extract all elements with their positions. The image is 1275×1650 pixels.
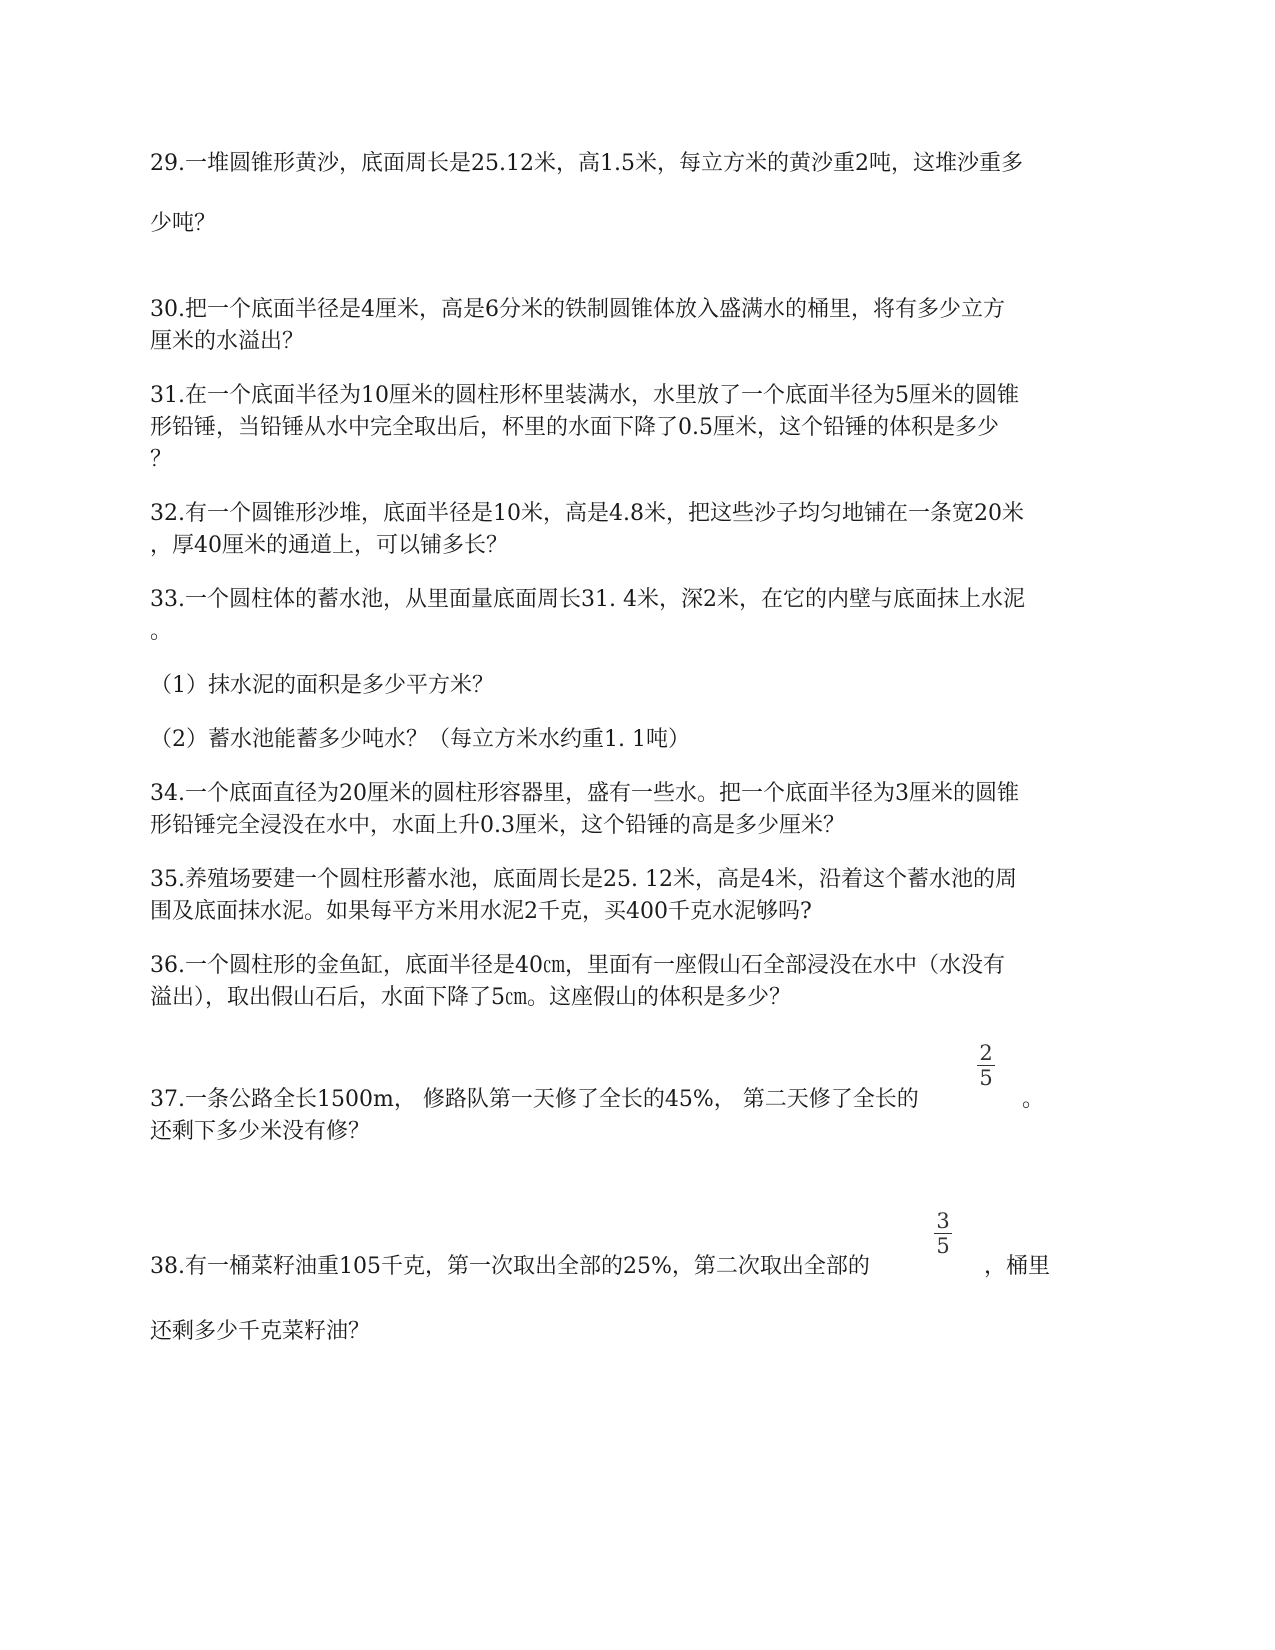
fraction-two-fifths [975,1042,997,1089]
q30-line-1: 30.把一个底面半径是4厘米，高是6分米的铁制圆锥体放入盛满水的桶里，将有多少立方 [150,297,1005,322]
q36-line-2: 溢出），取出假山石后，水面下降了5㎝。这座假山的体积是多少？ [150,985,791,1010]
fraction-denominator: 5 [979,1066,993,1090]
q33-subquestion-1: （1）抹水泥的面积是多少平方米？ [150,673,494,698]
q35-line-1: 35.养殖场要建一个圆柱形蓄水池，底面周长是25. 12米，高是4米，沿着这个蓄水池的周 [150,867,1017,892]
fraction-numerator: 2 [979,1041,993,1065]
q34-line-2: 形铅锤完全浸没在水中，水面上升0.3厘米，这个铅锤的高是多少厘米？ [150,813,845,838]
q38-line-1-tail: ，桶里 [984,1254,1051,1279]
q34-line-1: 34.一个底面直径为20厘米的圆柱形容器里，盛有一些水。把一个底面半径为3厘米的圆锥 [150,781,1019,806]
q33-subquestion-2: （2）蓄水池能蓄多少吨水？（每立方米水约重1. 1吨） [150,727,690,752]
q33-line-1: 33.一个圆柱体的蓄水池，从里面量底面周长31. 4米，深2米，在它的内壁与底面抹上水泥 [150,587,1025,612]
q31-line-2: 形铅锤，当铅锤从水中完全取出后，杯里的水面下降了0.5厘米，这个铅锤的体积是多少 [150,415,999,440]
q37-line-1: 37.一条公路全长1500m， 修路队第一天修了全长的45%， 第二天修了全长的 [150,1087,919,1112]
q38-line-1: 38.有一桶菜籽油重105千克，第一次取出全部的25%，第二次取出全部的 [150,1254,870,1279]
q29-line-2: 少吨？ [150,211,217,236]
q37-line-2: 还剩下多少米没有修？ [150,1119,371,1144]
q35-line-2: 围及底面抹水泥。如果每平方米用水泥2千克，买400千克水泥够吗? [150,899,812,924]
q30-line-2: 厘米的水溢出？ [150,329,305,354]
q31-line-1: 31.在一个底面半径为10厘米的圆柱形杯里装满水，水里放了一个底面半径为5厘米的圆锥 [150,383,1019,408]
q37-line-1-tail: 。 [1022,1087,1045,1112]
q29-line-1: 29.一堆圆锥形黄沙，底面周长是25.12米，高1.5米，每立方米的黄沙重2吨，这堆沙重多 [150,151,1023,176]
q31-line-3: ？ [150,447,173,472]
q32-line-1: 32.有一个圆锥形沙堆，底面半径是10米，高是4.8米，把这些沙子均匀地铺在一条宽20米 [150,501,1024,526]
fraction-denominator: 5 [936,1234,950,1258]
fraction-numerator: 3 [936,1209,950,1233]
q33-line-2: 。 [150,619,173,644]
fraction-three-fifths [932,1210,954,1257]
q36-line-1: 36.一个圆柱形的金鱼缸，底面半径是40㎝，里面有一座假山石全部浸没在水中（水没有 [150,953,1005,978]
q32-line-2: ，厚40厘米的通道上，可以铺多长？ [150,533,508,558]
q38-line-2: 还剩多少千克菜籽油？ [150,1319,371,1344]
